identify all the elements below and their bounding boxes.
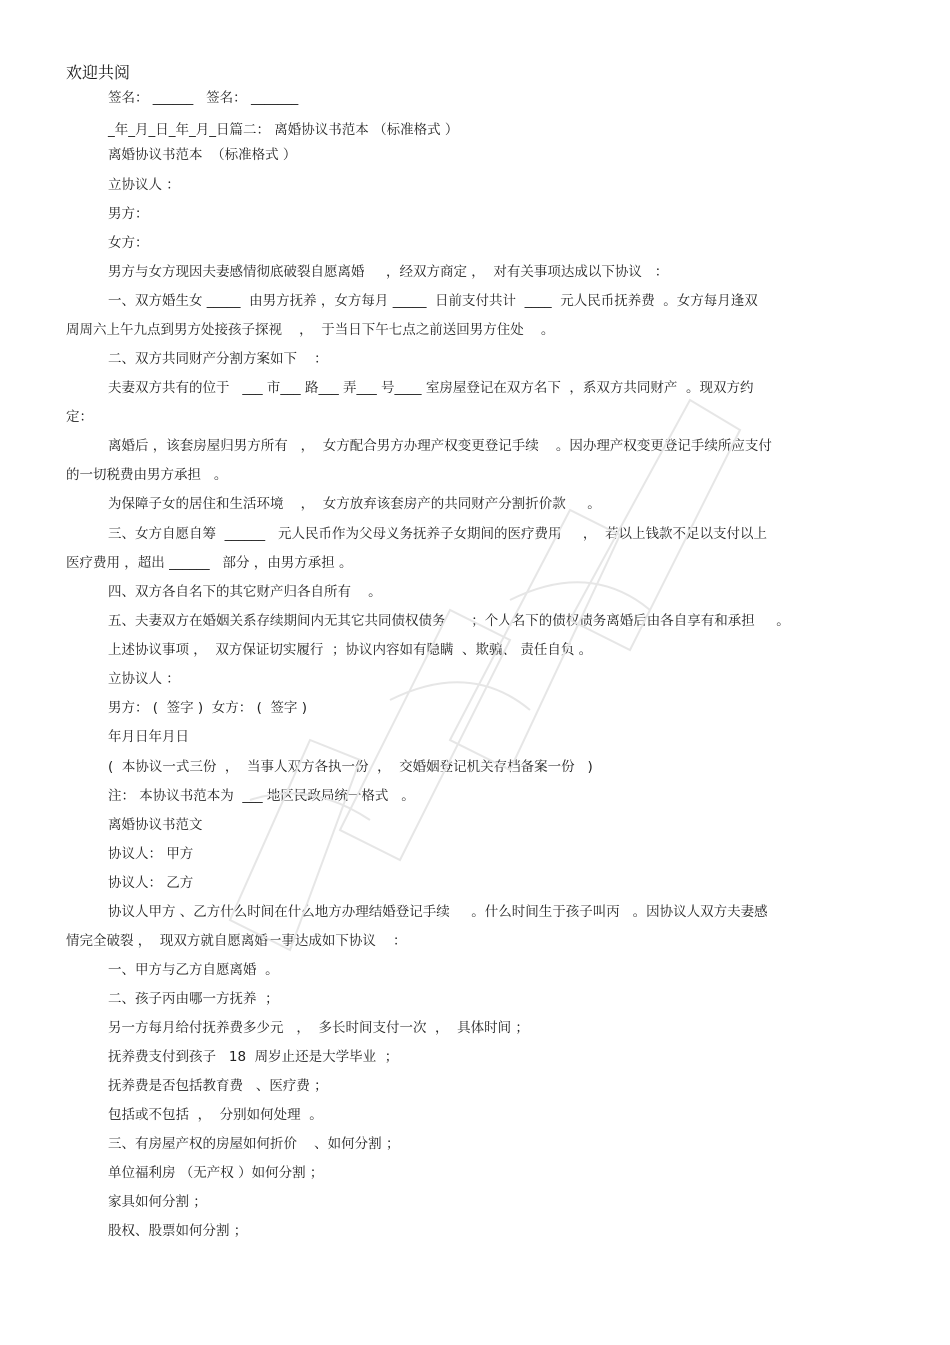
text-line: 一、双方婚生女 _____ 由男方抚养 ，女方每月 _____ 日前支付共计 ____ 元人民币抚养费 。女方每月逢双	[108, 293, 758, 309]
text-line: 上述协议事项 ， 双方保证切实履行 ；协议内容如有隐瞒 、欺骗、 责任自负 。	[108, 642, 593, 658]
text-line: 五、夫妻双方在婚姻关系存续期间内无其它共同债权债务 ；个人名下的债权债务离婚后由各自享有和承担 。	[108, 613, 790, 629]
text-line: 四、双方各自名下的其它财产归各自所有 。	[108, 584, 382, 600]
text-line: 年月日年月日	[108, 729, 189, 745]
text-line: 另一方每月给付抚养费多少元 ， 多长时间支付一次 ， 具体时间 ；	[108, 1020, 529, 1036]
text-line: 夫妻双方共有的位于 ___ 市___ 路___ 弄___ 号____ 室房屋登记在双方名下 ，系双方共同财产 。现双方约	[108, 380, 754, 396]
text-line: 医疗费用 ，超出 ______ 部分 ，由男方承担 。	[66, 555, 353, 571]
text-line: 包括或不包括 ， 分别如何处理 。	[108, 1107, 323, 1123]
text-line: 协议人： 甲方	[108, 846, 194, 862]
text-line: 抚养费是否包括教育费 、医疗费 ；	[108, 1078, 328, 1094]
text-line: 三、有房屋产权的房屋如何折价 、如何分割 ；	[108, 1136, 400, 1152]
text-line: 抚养费支付到孩子 18 周岁止还是大学毕业 ；	[108, 1049, 399, 1065]
text-line: 协议人甲方 、乙方什么时间在什么地方办理结婚登记手续 。什么时间生于孩子叫丙 。因协议人双方夫妻感	[108, 904, 768, 920]
text-line: 股权、股票如何分割 ；	[108, 1223, 248, 1239]
text-line: 男方：	[108, 206, 149, 222]
text-line: 注： 本协议书范本为 ___ 地区民政局统一格式 。	[108, 788, 415, 804]
text-line: ( 本协议一式三份 ， 当事人双方各执一份 ， 交婚姻登记机关存档备案一份 )	[108, 759, 593, 775]
text-line: 三、女方自愿自筹 ______ 元人民币作为父母义务抚养子女期间的医疗费用 ， 若以上钱款不足以支付以上	[108, 526, 767, 542]
text-line: 立协议人 ：	[108, 177, 180, 193]
document-header: 欢迎共阅	[66, 63, 131, 82]
date-title-line: _年_月_日_年_月_日篇二： 离婚协议书范本 （标准格式 ）	[108, 122, 459, 138]
text-line: 定：	[66, 409, 93, 425]
text-line: 情完全破裂 ， 现双方就自愿离婚一事达成如下协议 ：	[66, 933, 407, 949]
text-line: 男方： ( 签字 ) 女方： ( 签字 )	[108, 700, 307, 716]
text-line: 为保障子女的居住和生活环境 ， 女方放弃该套房产的共同财产分割折价款 。	[108, 496, 601, 512]
text-line: 二、孩子丙由哪一方抚养 ；	[108, 991, 279, 1007]
text-line: 家具如何分割 ；	[108, 1194, 207, 1210]
text-line: 立协议人 ：	[108, 671, 180, 687]
text-line: 男方与女方现因夫妻感情彻底破裂自愿离婚 ，经双方商定 ， 对有关事项达成以下协议 ：	[108, 264, 669, 280]
text-line: 单位福利房 （无产权 ）如何分割 ；	[108, 1165, 324, 1181]
signature-line: 签名： ______ 签名： _______	[108, 90, 299, 106]
text-line: 离婚后 ，该套房屋归男方所有 ， 女方配合男方办理产权变更登记手续 。因办理产权变更登记手续所应支付	[108, 438, 772, 454]
text-line: 的一切税费由男方承担 。	[66, 467, 228, 483]
text-line: 协议人： 乙方	[108, 875, 194, 891]
text-line: 周周六上午九点到男方处接孩子探视 ， 于当日下午七点之前送回男方住处 。	[66, 322, 555, 338]
section-title: 离婚协议书范本 （标准格式 ）	[108, 147, 297, 163]
text-line: 女方：	[108, 235, 149, 251]
section-title: 离婚协议书范文	[108, 817, 203, 833]
text-line: 二、双方共同财产分割方案如下 ：	[108, 351, 328, 367]
text-line: 一、甲方与乙方自愿离婚 。	[108, 962, 279, 978]
